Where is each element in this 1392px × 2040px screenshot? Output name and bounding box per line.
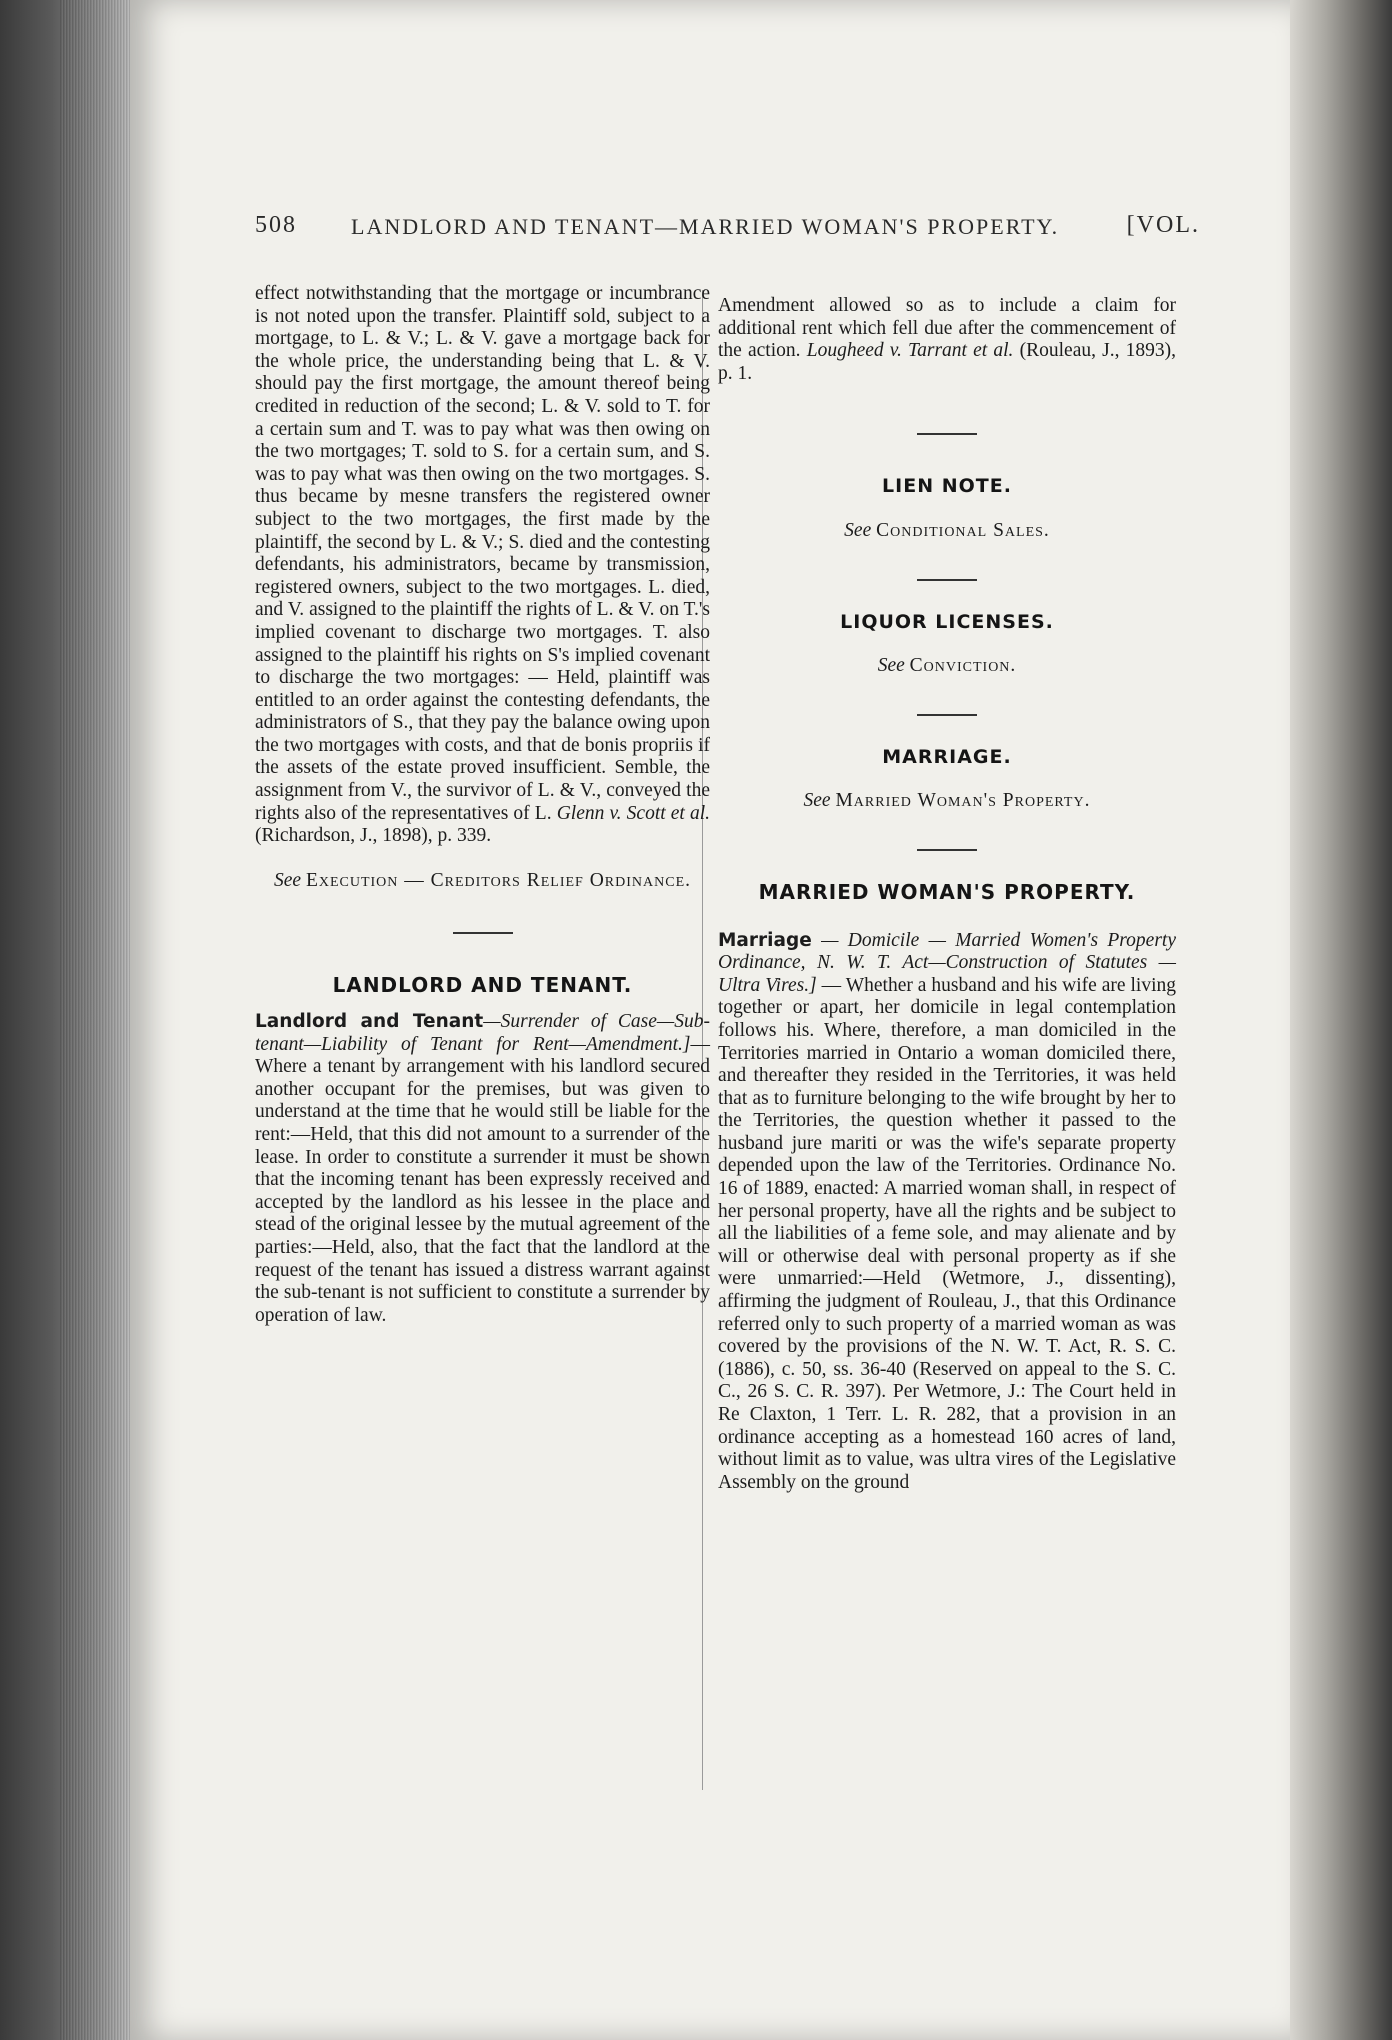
continuation-text: effect notwithstanding that the mortgage or incumbrance is not noted upon the transfer. Plaintiff sold, subject to a mortgage, to L. & V.; L. & V. gave a mortgage back for the whole price, the understanding being that L. & V. should pay the first mortgage, the amount thereof being credited in reduction of the second; L. & V. sold to T. for a certain sum and T. was to pay what was then owing on the two mortgages; T. sold to S. for a certain sum, and S. was to pay what was then owing on the two mortgages. S. thus became by mesne transfers the registered owner subject to the two mortgages, the first made by the plaintiff, the second by L. & V.; S. died and the contesting defendants, his administrators, became by transmission, registered owners, subject to the two mortgages. L. died, and V. assigned to the plaintiff the rights of L. & V. on T.'s implied covenant to discharge two mortgages. T. also assigned to the plaintiff his rights on S's implied covenant to discharge the two mortgages: — Held, plaintiff was entitled to an order against the contesting defendants, the administrators of S., that they pay the balance owing upon the two mortgages with costs, and that de bonis propriis if the assets of the estate proved insufficient. Semble, the assignment from V., the survivor of L. & V., conveyed the rights also of the representatives of L. [255,283,710,824]
section-heading: LIQUOR LICENSES. [840,610,1054,633]
running-title: LANDLORD AND TENANT—MARRIED WOMAN'S PROPERTY. [351,214,1060,239]
section-heading: LIEN NOTE. [882,475,1012,498]
see-label: See [803,790,831,812]
section-heading: LANDLORD AND TENANT. [332,973,633,998]
entry-title: Landlord and Tenant [255,1011,484,1033]
see-reference [718,520,1176,543]
see-reference [718,655,1176,678]
entry-paragraph [255,1011,710,1327]
section-rule [917,849,977,851]
see-label: See [877,655,905,677]
continuation-text: Amendment allowed so as to include a claim for additional rent which fell due after the commencement of the action. [718,295,1176,362]
entry-text: — Whether a husband and his wife are living together or apart, her domicile in legal contemplation follows his. Where, therefore, a man domiciled in the Territories married in Ontario a woman domiciled there, and thereafter they resided in the Territories, it was held that as to furniture belonging to the wife brought by her to the Territories, the question whether it passed to the husband jure mariti or was the wife's separate property depended upon the law of the Territories. Ordinance No. 16 of 1889, enacted: A married woman shall, in respect of her personal property, have all the rights and be subject to all the liabilities of a feme sole, and may alienate and by will or otherwise deal with personal property as if she were unmarried:—Held (Wetmore, J., dissenting), affirming the judgment of Rouleau, J., that this Ordinance referred only to such property of a married woman as was covered by the provisions of the N. W. T. Act, R. S. C. (1886), c. 50, ss. 36-40 (Reserved on appeal to the S. C. C., 26 S. C. R. 397). Per Wetmore, J.: The Court held in Re Claxton, 1 Terr. L. R. 282, that a provision in an ordinance accepting as a homestead 160 acres of land, without limit as to value, was ultra vires of the Legislative Assembly on the ground [718,974,1177,1493]
see-label: See [274,869,302,891]
volume-marker: [VOL. [1126,212,1200,238]
entry-title: Marriage [718,929,812,951]
running-header [255,212,1215,252]
see-target: Conditional Sales. [876,519,1050,541]
see-reference [718,790,1176,813]
right-column [718,295,1176,1494]
page-number: 508 [255,212,297,238]
section-heading: MARRIAGE. [882,745,1012,768]
see-target: Conviction. [909,655,1017,677]
entry-paragraph [718,930,1176,1495]
page-stack-edges [60,0,130,2040]
case-name: Lougheed v. Tarrant et al. [806,340,1014,362]
case-citation: (Richardson, J., 1898), p. 339. [255,825,492,847]
see-label: See [844,519,872,541]
case-name: Glenn v. Scott et al. [556,802,711,824]
section-rule [917,433,977,435]
continuation-paragraph [255,283,710,848]
section-rule [917,579,977,581]
left-column [255,283,710,1327]
book-right-edge [1290,0,1392,2040]
entry-text: —Where a tenant by arrangement with his landlord secured another occupant for the premises, but was given to understand at the time that he would still be liable for the rent:—Held, that this did not amount to a surrender of the lease. In order to constitute a surrender it must be shown that the incoming tenant has been expressly received and accepted by the landlord as his lessee in the place and stead of the original lessee by the mutual agreement of the parties:—Held, also, that the fact that the landlord at the request of the tenant has issued a distress warrant against the sub-tenant is not sufficient to constitute a surrender by operation of law. [255,1033,710,1326]
continuation-paragraph [718,295,1176,385]
entry-subtitle: —Surrender of Case—Sub-tenant—Liability of Tenant for Rent—Amendment.] [255,1011,710,1055]
see-target: Execution — Creditors Relief Ordinance. [305,869,691,891]
section-heading: MARRIED WOMAN'S PROPERTY. [758,879,1136,904]
entry-subtitle: — Domicile — Married Women's Property Ordinance, N. W. T. Act—Construction of Statutes — Ultra Vires.] [718,929,1176,996]
see-target: Married Woman's Property. [835,790,1091,812]
section-rule [453,932,513,934]
see-reference [255,870,710,893]
section-rule [917,714,977,716]
case-citation: (Rouleau, J., 1893), p. 1. [718,340,1177,384]
